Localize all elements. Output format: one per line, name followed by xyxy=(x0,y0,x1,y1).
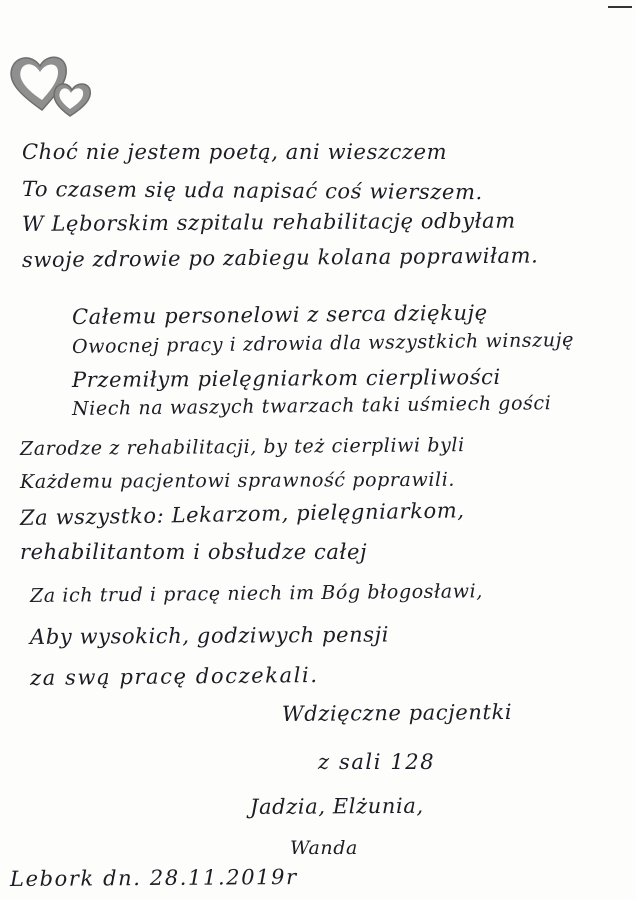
poem-line: Za wszystko: Lekarzom, pielęgniarkom, xyxy=(19,498,465,530)
room-number: z sali 128 xyxy=(318,750,436,774)
page-corner-mark xyxy=(608,6,632,8)
poem-line: Przemiłym pielęgniarkom cierpliwości xyxy=(71,365,501,392)
poem-line: Każdemu pacjentowi sprawność poprawili. xyxy=(19,468,456,493)
poem-line: Za ich trud i pracę niech im Bóg błogosławi, xyxy=(29,580,484,607)
poem-line: Niech na waszych twarzach taki uśmiech gości xyxy=(71,392,552,420)
poem-line: To czasem się uda napisać coś wierszem. xyxy=(21,177,483,205)
place-and-date: Lebork dn. 28.11.2019r xyxy=(9,864,298,891)
poem-line: rehabilitantom i obsłudze całej xyxy=(20,540,368,564)
poem-line: Zarodze z rehabilitacji, by też cierpliwi byli xyxy=(19,434,465,460)
signature-names-second: Wanda xyxy=(290,837,358,859)
signature-names: Jadzia, Elżunia, xyxy=(249,793,424,819)
poem-line: W Lęborskim szpitalu rehabilitację odbyłam xyxy=(21,208,516,236)
poem-line: za swą pracę doczekali. xyxy=(29,662,319,690)
two-hearts-icon xyxy=(6,46,98,120)
poem-line: Owocnej pracy i zdrowia dla wszystkich winszuję xyxy=(71,328,575,358)
poem-line: Całemu personelowi z serca dziękuję xyxy=(71,300,488,329)
poem-line: swoje zdrowie po zabiegu kolana poprawiłam. xyxy=(21,243,539,272)
signoff: Wdzięczne pacjentki xyxy=(281,699,513,726)
poem-line: Aby wysokich, godziwych pensji xyxy=(29,622,390,649)
poem-line: Choć nie jestem poetą, ani wieszczem xyxy=(22,140,448,164)
